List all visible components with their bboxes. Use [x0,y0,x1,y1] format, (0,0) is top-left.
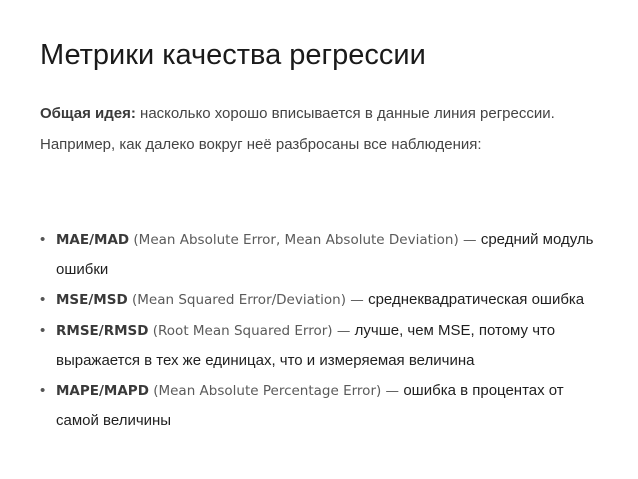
intro-paragraph [40,98,580,160]
slide-title: Метрики качества регрессии [40,39,426,71]
metric-full-name: (Root Mean Squared Error) — [148,323,355,339]
metric-abbr: MAE/MAD [56,232,130,248]
metrics-list [40,225,600,436]
metric-abbr: MAPE/MAPD [56,383,149,399]
metric-description: среднеквадратическая ошибка [368,291,585,308]
metric-abbr: RMSE/RMSD [56,323,149,339]
list-item-mape [40,376,600,435]
bullet-marker: • [40,291,46,308]
intro-lead: Общая идея: [40,105,136,122]
bullet-marker: • [40,322,46,339]
metric-description: средний модуль ошибки [56,231,594,278]
metric-description: ошибка в процентах от самой величины [56,382,564,429]
metric-full-name: (Mean Absolute Error, Mean Absolute Deviation) — [129,232,481,248]
list-item-mae [40,225,600,284]
metric-description: лучше, чем MSE, потому что выражается в тех же единицах, что и измеряемая величина [56,322,556,369]
metric-abbr: MSE/MSD [56,292,128,308]
list-item-rmse [40,316,600,375]
bullet-marker: • [40,382,46,399]
list-item-mse [40,285,600,315]
bullet-marker: • [40,231,46,248]
metric-full-name: (Mean Squared Error/Deviation) — [127,292,369,308]
metric-full-name: (Mean Absolute Percentage Error) — [148,383,404,399]
intro-text: насколько хорошо вписывается в данные линия регрессии. Например, как далеко вокруг неё разбросаны все наблюдения: [40,105,555,153]
